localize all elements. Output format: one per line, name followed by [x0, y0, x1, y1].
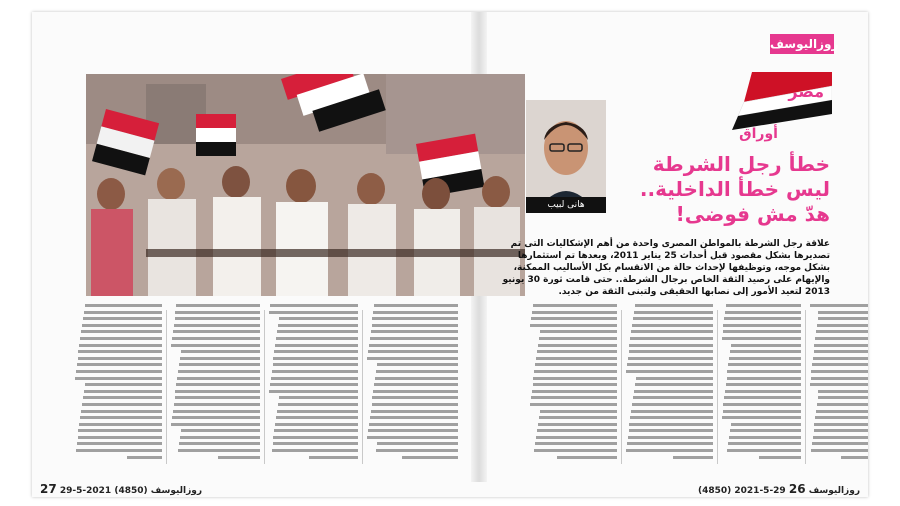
text-line [402, 456, 458, 459]
text-line [83, 317, 162, 320]
text-line [626, 449, 713, 452]
egypt-flag-logo [732, 72, 832, 142]
text-line [370, 337, 458, 340]
text-line [371, 330, 458, 333]
text-line [175, 311, 260, 314]
body-text-column [721, 304, 801, 472]
text-line [728, 363, 801, 366]
author-caption: هانى لبيب [526, 197, 606, 213]
text-line [673, 456, 713, 459]
text-line [536, 436, 617, 439]
text-line [537, 429, 617, 432]
text-line [813, 357, 868, 360]
text-line [810, 383, 868, 386]
text-line [723, 330, 801, 333]
text-line [532, 390, 617, 393]
text-line [814, 344, 868, 347]
text-line [729, 436, 801, 439]
text-line [532, 311, 617, 314]
body-text-column [74, 304, 162, 472]
text-line [275, 344, 358, 347]
text-line [531, 396, 617, 399]
text-line [759, 456, 801, 459]
text-line [811, 370, 868, 373]
text-line [78, 350, 162, 353]
text-line [540, 410, 617, 413]
logo-word-bottom: أوراق [739, 126, 778, 142]
text-line [724, 317, 801, 320]
column-divider [166, 310, 167, 464]
text-line [811, 377, 868, 380]
footer-right-text: (4850) 2021-5-29 روزاليوسف [697, 486, 860, 496]
text-line [726, 383, 801, 386]
text-line [817, 403, 868, 406]
text-line [76, 370, 162, 373]
text-line [279, 396, 358, 399]
text-line [628, 357, 713, 360]
text-line [80, 416, 162, 419]
text-line [629, 350, 713, 353]
text-line [78, 436, 162, 439]
text-line [724, 396, 801, 399]
text-line [628, 436, 713, 439]
text-line [530, 324, 617, 327]
text-line [730, 429, 801, 432]
text-line [272, 370, 358, 373]
text-line [127, 456, 162, 459]
text-line [274, 350, 358, 353]
footer-left [40, 482, 202, 496]
text-line [367, 357, 458, 360]
text-line [816, 330, 868, 333]
text-line [272, 449, 358, 452]
body-text-column [170, 304, 260, 472]
text-line [171, 423, 260, 426]
text-line [818, 390, 868, 393]
text-line [373, 311, 458, 314]
text-line [812, 363, 868, 366]
text-line [811, 449, 868, 452]
article-headline [572, 152, 830, 227]
masthead-label: روزاليوسف [770, 34, 834, 54]
text-line [77, 363, 162, 366]
text-line [269, 311, 358, 314]
text-line [368, 350, 458, 353]
text-line [815, 416, 868, 419]
text-line [531, 317, 617, 320]
column-divider [621, 310, 622, 464]
text-line [631, 330, 713, 333]
text-line [78, 429, 162, 432]
text-line [218, 456, 260, 459]
text-line [82, 403, 162, 406]
text-line [176, 304, 260, 307]
text-line [279, 317, 358, 320]
text-line [273, 442, 359, 445]
column-divider [264, 310, 265, 464]
text-line [84, 390, 162, 393]
text-line [79, 344, 162, 347]
text-line [534, 449, 617, 452]
text-line [277, 330, 358, 333]
text-line [85, 383, 162, 386]
text-line [176, 383, 260, 386]
text-line [635, 383, 713, 386]
footer-left-text: روزاليوسف (4850) 2021-5-29 [59, 486, 203, 496]
text-line [730, 350, 801, 353]
text-line [273, 363, 359, 366]
text-line [634, 390, 713, 393]
text-line [273, 357, 358, 360]
text-line [634, 311, 713, 314]
text-line [536, 357, 617, 360]
text-line [269, 390, 358, 393]
text-line [180, 357, 260, 360]
text-line [274, 429, 358, 432]
text-line [723, 403, 801, 406]
text-line [175, 396, 261, 399]
text-line [629, 423, 713, 426]
footer-right [698, 482, 860, 496]
text-line [731, 423, 801, 426]
text-line [633, 396, 713, 399]
text-line [276, 416, 358, 419]
text-line [174, 324, 260, 327]
text-line [172, 337, 260, 340]
text-line [369, 423, 458, 426]
text-line [81, 410, 162, 413]
text-line [538, 344, 617, 347]
text-line [179, 363, 260, 366]
body-text-column [366, 304, 458, 472]
text-line [177, 377, 260, 380]
logo-word-top: مصر [788, 82, 824, 101]
section-logo [732, 72, 832, 142]
text-line [275, 423, 358, 426]
text-line [723, 410, 801, 413]
text-line [630, 337, 713, 340]
text-line [818, 311, 868, 314]
text-line [278, 403, 358, 406]
text-line [377, 363, 458, 366]
text-line [171, 344, 260, 347]
text-line [535, 363, 617, 366]
text-line [278, 324, 358, 327]
magazine-spread [32, 12, 868, 497]
column-divider [805, 310, 806, 464]
column-divider [717, 310, 718, 464]
text-line [815, 337, 868, 340]
text-line [726, 304, 801, 307]
text-line [76, 449, 162, 452]
text-line [80, 337, 162, 340]
text-line [374, 304, 458, 307]
text-line [812, 442, 868, 445]
text-line [635, 304, 713, 307]
text-line [630, 416, 713, 419]
text-line [270, 304, 358, 307]
text-line [727, 449, 801, 452]
text-line [82, 324, 162, 327]
headline-line-1: خطأ رجل الشرطة [652, 152, 830, 176]
text-line [537, 350, 617, 353]
text-line [633, 317, 713, 320]
text-line [729, 357, 801, 360]
text-line [632, 324, 713, 327]
text-line [540, 330, 617, 333]
text-line [818, 396, 868, 399]
text-line [376, 370, 458, 373]
text-line [533, 304, 617, 307]
text-line [538, 423, 617, 426]
intro-line: 2013 لتعيد الأمور إلى نصابها الحقيقى ولتبنى الثقة من جديد. [558, 287, 830, 297]
column-divider [362, 310, 363, 464]
text-line [270, 383, 358, 386]
text-line [276, 337, 358, 340]
text-line [277, 410, 358, 413]
text-line [629, 429, 713, 432]
text-line [172, 416, 260, 419]
text-line [539, 337, 617, 340]
text-line [178, 370, 260, 373]
text-line [841, 456, 868, 459]
body-text-column [625, 304, 713, 472]
text-line [372, 317, 458, 320]
headline-line-3: هدّ مش فوضى! [675, 202, 830, 226]
text-line [79, 423, 162, 426]
text-line [728, 442, 801, 445]
text-line [727, 370, 801, 373]
text-line [367, 436, 458, 439]
text-line [373, 390, 458, 393]
text-line [818, 317, 868, 320]
text-line [81, 330, 162, 333]
text-line [722, 337, 801, 340]
text-line [181, 350, 260, 353]
text-line [271, 377, 358, 380]
text-line [557, 456, 617, 459]
text-line [725, 390, 801, 393]
text-line [174, 403, 260, 406]
text-line [372, 396, 458, 399]
text-line [309, 456, 358, 459]
text-line [374, 383, 458, 386]
intro-line: بشكل موجه، وتوظيفها لإحداث حالة من الانقسام بكل الأساليب الممكنة، [513, 263, 830, 273]
intro-line: تصديرها بشكل مقصود قبل أحداث 25 يناير 2011، وبعدها تم استثمارها [517, 251, 830, 261]
text-line [539, 416, 617, 419]
text-line [375, 377, 458, 380]
text-line [181, 429, 260, 432]
text-line [178, 449, 260, 452]
text-line [173, 410, 260, 413]
text-line [814, 350, 868, 353]
text-line [626, 370, 713, 373]
body-text-column [268, 304, 358, 472]
article-intro [410, 238, 830, 298]
text-line [631, 410, 713, 413]
text-line [731, 344, 801, 347]
text-line [273, 436, 358, 439]
text-line [83, 396, 162, 399]
text-line [636, 377, 713, 380]
text-line [530, 403, 617, 406]
text-line [632, 403, 713, 406]
text-line [372, 403, 458, 406]
page-number-left: 27 [40, 482, 57, 496]
text-line [817, 324, 868, 327]
text-line [810, 304, 868, 307]
text-line [175, 390, 260, 393]
text-line [368, 429, 458, 432]
text-line [77, 442, 162, 445]
text-line [371, 410, 458, 413]
text-line [816, 410, 868, 413]
text-line [727, 377, 801, 380]
text-line [78, 357, 162, 360]
text-line [629, 344, 713, 347]
text-line [85, 304, 162, 307]
text-line [376, 449, 458, 452]
text-line [533, 377, 617, 380]
text-line [180, 436, 260, 439]
body-text-column [529, 304, 617, 472]
text-line [175, 317, 261, 320]
page-number-right: 26 [788, 482, 806, 496]
text-line [173, 330, 260, 333]
text-line [627, 363, 713, 366]
text-line [179, 442, 260, 445]
text-line [75, 377, 162, 380]
text-line [813, 436, 868, 439]
text-line [377, 442, 458, 445]
text-line [814, 423, 868, 426]
text-line [370, 416, 458, 419]
body-columns [74, 304, 868, 472]
text-line [369, 344, 458, 347]
text-line [723, 324, 801, 327]
text-line [534, 370, 617, 373]
text-line [533, 383, 617, 386]
text-line [535, 442, 617, 445]
body-text-column [809, 304, 868, 472]
text-line [814, 429, 868, 432]
intro-line: علاقة رجل الشرطة بالمواطن المصرى واحدة من أهم الإشكاليات التى تم [510, 239, 830, 249]
text-line [725, 311, 801, 314]
text-line [372, 324, 458, 327]
intro-line: والإيهام على رصيد الثقة الخاص برجال الشرطة.. حتى قامت ثورة 30 يونيو [502, 275, 830, 285]
text-line [627, 442, 713, 445]
text-line [84, 311, 162, 314]
text-line [722, 416, 801, 419]
headline-line-2: ليس خطأ الداخلية.. [639, 177, 830, 201]
